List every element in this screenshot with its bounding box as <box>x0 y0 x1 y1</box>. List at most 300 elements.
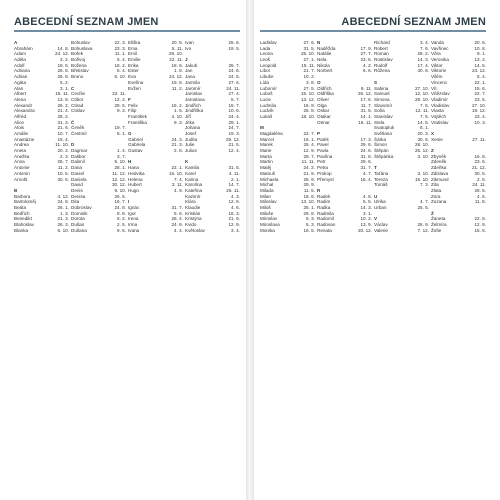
name-day-date: 7. 5. <box>420 113 429 119</box>
name-day-date: 2. 1. <box>231 176 240 182</box>
name-text: Kristián <box>185 210 201 216</box>
name-text: Adéla <box>14 57 26 63</box>
name-text: Jakub <box>185 62 198 68</box>
name-day-date: 9. 3. <box>174 119 183 125</box>
left-page <box>0 0 246 500</box>
name-day-date: 14. 3. <box>417 57 429 63</box>
name-day-date: 13. 2. <box>474 57 486 63</box>
name-day-date: 27. 10. <box>471 102 486 108</box>
name-text: Martin <box>260 159 273 165</box>
name-day-date: 23. 3. <box>114 45 126 51</box>
name-day-date: 28. 6. <box>114 102 126 108</box>
name-day-date: 16. 5. <box>303 227 315 233</box>
name-day-date: 16. 8. <box>474 153 486 159</box>
name-column <box>128 40 183 233</box>
name-day-date: 16. 10. <box>168 170 183 176</box>
name-day-date: 11. 7. <box>360 102 372 108</box>
name-day-date: 13. 8. <box>57 96 69 102</box>
name-day-date: 24. 8. <box>114 204 126 210</box>
name-text: Dorota <box>71 216 85 222</box>
right-name-columns <box>260 40 486 233</box>
name-day-date: 11. 2. <box>57 165 69 171</box>
name-day-date: 12. 4. <box>228 148 240 154</box>
name-day-date: 4. 6. <box>231 204 240 210</box>
name-text: Anna <box>14 159 25 165</box>
name-day-date: 3. 7. <box>117 153 126 159</box>
name-day-date: 14. 8. <box>57 45 69 51</box>
name-day-date: 19. 12. <box>471 108 486 114</box>
name-text: Daniel <box>71 170 85 176</box>
name-text: Čestmír <box>71 131 88 136</box>
name-text: Nikola <box>317 62 330 68</box>
name-day-date: 19. 7. <box>114 125 126 131</box>
name-day-date: 1. 8. <box>174 68 183 74</box>
name-day-date: 30. 6. <box>417 136 429 142</box>
name-day-date: 4. 4. <box>174 227 183 233</box>
name-text: Jindřiška <box>185 108 204 114</box>
name-text: Radka <box>317 204 331 210</box>
name-day-date: 17. 3. <box>360 136 372 142</box>
name-day-date: 11. 1. <box>114 51 126 57</box>
name-text: Otmar <box>317 119 330 125</box>
name-text: Radomil <box>317 216 334 222</box>
name-day-date: 4. 10. <box>171 113 183 119</box>
name-day-date: 26. 5. <box>114 193 126 199</box>
name-text: František <box>128 113 147 119</box>
name-entry <box>71 108 126 114</box>
letter-heading-label: M <box>260 125 264 131</box>
name-day-date: 11. 11. <box>301 159 315 165</box>
name-text: Eva <box>128 74 136 80</box>
name-text: Ignác <box>128 204 140 210</box>
name-text: Adam <box>14 51 27 57</box>
name-day-date: 12. 10. <box>414 91 429 97</box>
name-text: Jindřich <box>185 102 201 108</box>
name-text: Jana <box>185 74 195 80</box>
name-text: Alice <box>14 119 24 125</box>
name-text: Vít <box>431 85 437 91</box>
name-day-date: 4. 7. <box>420 199 429 205</box>
name-day-date: 5. 4. <box>477 74 486 80</box>
name-day-date: 22. 3. <box>114 40 126 45</box>
name-day-date: 10. 2. <box>303 74 315 80</box>
name-day-date: 25. 6. <box>228 40 240 45</box>
name-text: Taťána <box>374 170 389 176</box>
name-day-date: 16. 9. <box>303 102 315 108</box>
name-text: Jaroslava <box>185 96 205 102</box>
name-text: Prokop <box>317 170 332 176</box>
name-column <box>431 40 486 233</box>
name-day-date: 30. 8. <box>417 68 429 74</box>
name-day-date: 14. 7. <box>228 182 240 188</box>
name-text: Gabriela <box>128 142 146 148</box>
name-entry <box>431 199 486 205</box>
name-text: Richard <box>374 40 390 45</box>
name-text: Dagmar <box>71 148 88 154</box>
name-text: Vojtěch <box>431 113 447 119</box>
name-text: Klára <box>185 199 196 205</box>
name-text: Břetislav <box>71 68 89 74</box>
name-day-date: 28. 10. <box>414 96 429 102</box>
name-text: Gabriel <box>128 136 143 142</box>
name-text: Norbert <box>317 68 333 74</box>
name-day-date: 16. 1. <box>303 136 315 142</box>
name-text: Vlasta <box>431 108 444 114</box>
name-text: Leona <box>260 51 273 57</box>
name-text: Zikmund <box>431 176 449 182</box>
name-day-date: 25. 10. <box>300 51 315 57</box>
name-text: Leopold <box>260 62 277 68</box>
name-text: Bohuslav <box>71 40 90 45</box>
name-day-date: 24. 11. <box>472 182 486 188</box>
name-text: Helena <box>128 176 143 182</box>
name-day-date: 6. 3. <box>306 216 315 222</box>
name-text: Vavřinec <box>431 45 449 51</box>
name-day-date: 21. 6. <box>57 125 69 131</box>
name-day-date: 6. 1. <box>420 125 429 131</box>
name-day-date: 7. 4. <box>174 176 183 182</box>
name-text: Kristýna <box>185 216 202 222</box>
name-day-date: 9. 1. <box>477 51 486 57</box>
name-day-date: 25. 7. <box>228 62 240 68</box>
name-text: Simona <box>374 96 390 102</box>
name-entry <box>317 177 372 183</box>
name-day-date: 11. 10. <box>55 142 69 148</box>
name-text: Vladimír <box>431 96 448 102</box>
name-day-date: 4. 11. <box>228 170 240 176</box>
name-day-date: 16. 3. <box>228 210 240 216</box>
name-text: Rostislav <box>374 57 393 63</box>
name-day-date: 11. 8. <box>474 199 486 205</box>
name-day-date: 31. 5. <box>360 108 372 114</box>
name-text: Václav <box>374 222 388 227</box>
name-day-date: 30. 12. <box>111 182 126 188</box>
name-day-date: 14. 1. <box>360 113 372 119</box>
name-text: Michal <box>260 182 274 188</box>
left-page-title-rule <box>14 30 240 32</box>
left-page-title: ABECEDNÍ SEZNAM JMEN <box>14 16 159 28</box>
name-text: Anastázie <box>14 136 35 142</box>
name-day-date: 7. 12. <box>417 227 429 233</box>
name-day-date: 17. 9. <box>360 45 372 51</box>
name-column <box>14 40 69 233</box>
name-entry <box>431 137 486 143</box>
name-day-date: 30. 6. <box>57 176 69 182</box>
name-entry <box>260 228 315 234</box>
book-gutter <box>246 0 254 500</box>
name-text: Vilém <box>431 74 443 80</box>
name-text: Alexandr <box>14 102 33 108</box>
name-entry <box>374 68 429 74</box>
name-text: Zdeněk <box>431 159 447 165</box>
name-text: Světlana <box>374 131 392 136</box>
name-day-date: 4. 2. <box>363 62 372 68</box>
name-day-date: 24. 2. <box>303 165 315 171</box>
name-day-date: 4. 6. <box>363 193 372 199</box>
name-entry <box>317 228 372 234</box>
name-day-date: 25. 5. <box>417 204 429 210</box>
name-day-date: 21. 4. <box>57 108 69 114</box>
name-text: Miloš <box>260 204 271 210</box>
name-entry <box>431 228 486 234</box>
name-day-date: 24. 3. <box>171 136 183 142</box>
name-day-date: 1. 3. <box>60 210 69 216</box>
name-day-date: 10. 6. <box>228 108 240 114</box>
name-text: Aneta <box>14 148 27 154</box>
name-text: Marie <box>260 148 272 154</box>
name-text: Valerie <box>374 227 388 233</box>
name-text: Karina <box>185 176 199 182</box>
letter-heading-label: G <box>128 131 132 136</box>
name-text: Slavomír <box>374 102 393 108</box>
name-entry <box>71 74 126 80</box>
name-text: Ivan <box>185 40 194 45</box>
name-text: David <box>71 182 83 188</box>
name-day-date: 24. 6. <box>228 68 240 74</box>
name-entry <box>128 148 183 154</box>
name-day-date: 11. 12. <box>112 170 126 176</box>
name-day-date: 10. 2. <box>360 216 372 222</box>
name-day-date: 9. 5. <box>117 227 126 233</box>
name-text: Šimon <box>374 142 388 148</box>
name-text: Felix <box>128 102 138 108</box>
name-text: Denisa <box>71 193 86 199</box>
name-text: Cecílie <box>71 91 86 97</box>
name-text: Roman <box>374 51 389 57</box>
name-day-date: 1. 5. <box>174 108 183 114</box>
name-day-date: 21. 9. <box>228 216 240 222</box>
name-day-date: 6. 10. <box>114 74 126 80</box>
name-text: Luboš <box>260 91 273 97</box>
name-day-date: 13. 10. <box>300 199 315 205</box>
name-text: Miroslava <box>260 222 280 227</box>
name-day-date: 15. 11. <box>301 62 315 68</box>
name-day-date: 1. 4. <box>117 148 126 154</box>
left-page-header <box>14 12 159 32</box>
name-text: Julie <box>185 142 195 148</box>
name-entry <box>71 228 126 234</box>
name-text: Oldřich <box>317 85 332 91</box>
name-text: Amálie <box>14 131 29 136</box>
letter-heading-label: H <box>128 159 132 165</box>
name-text: Erika <box>128 62 139 68</box>
name-text: Žaneta <box>431 216 446 222</box>
name-day-date: 14. 5. <box>417 119 429 125</box>
name-day-date: 6. 6. <box>363 68 372 74</box>
name-text: Hubert <box>128 182 142 188</box>
name-text: Otakar <box>317 113 331 119</box>
name-day-date: 3. 10. <box>417 170 429 176</box>
name-day-date: 18. 10. <box>300 113 315 119</box>
name-day-date: 27. 4. <box>228 91 240 97</box>
name-text: Albert <box>14 91 27 97</box>
name-day-date: 29. 9. <box>303 182 315 188</box>
name-entry <box>317 68 372 74</box>
name-day-date: 8. 8. <box>117 210 126 216</box>
name-day-date: 28. 4. <box>171 216 183 222</box>
name-day-date: 23. 5. <box>474 96 486 102</box>
name-day-date: 29. 7. <box>303 153 315 159</box>
name-text: Evelína <box>128 79 144 85</box>
name-text: Lucie <box>260 96 271 102</box>
name-day-date: 4. 9. <box>174 187 183 193</box>
name-day-date: 12. 12. <box>111 176 126 182</box>
name-text: Věra <box>431 51 441 57</box>
name-day-date: 27. 11. <box>472 136 486 142</box>
name-text: Miroslav <box>260 216 278 222</box>
name-day-date: 22. 8. <box>474 216 486 222</box>
name-entry <box>374 228 429 234</box>
name-day-date: 5. 6. <box>174 210 183 216</box>
name-text: Radmila <box>317 210 334 216</box>
name-text: Lída <box>260 79 269 85</box>
letter-heading-label: B <box>14 187 18 193</box>
name-text: Libuše <box>260 74 274 80</box>
name-text: Oldřiška <box>317 91 334 97</box>
name-entry <box>260 114 315 120</box>
name-text: Marcel <box>260 136 274 142</box>
name-text: Zora <box>431 193 441 199</box>
name-entry <box>431 120 486 126</box>
name-text: Vincenc <box>431 79 448 85</box>
name-text: Monika <box>260 227 275 233</box>
name-text: Leoš <box>260 57 270 63</box>
name-text: Antonín <box>14 170 30 176</box>
name-text: Emilie <box>128 57 141 63</box>
letter-heading-label: R <box>317 187 321 193</box>
name-text: Ivana <box>128 227 140 233</box>
letter-heading-label: S <box>374 79 378 85</box>
letter-heading-label: P <box>317 131 321 136</box>
name-text: Lada <box>260 45 271 51</box>
name-text: Božena <box>71 62 87 68</box>
name-day-date: 19. 8. <box>171 79 183 85</box>
name-text: Matěj <box>260 165 272 171</box>
name-text: Samuel <box>374 91 390 97</box>
name-text: Veronika <box>431 57 449 63</box>
name-day-date: 5. 10. <box>114 159 126 165</box>
name-day-date: 24. 12. <box>54 51 69 57</box>
name-day-date: 15. 11. <box>55 91 69 97</box>
letter-heading-label: U <box>374 193 378 199</box>
name-day-date: 15. 10. <box>300 91 315 97</box>
name-text: Eliška <box>128 40 141 45</box>
name-text: Emil <box>128 51 137 57</box>
name-text: Vanda <box>431 40 444 45</box>
name-column <box>260 40 315 233</box>
name-day-date: 31. 7. <box>360 165 372 171</box>
name-text: Alan <box>14 85 24 91</box>
name-day-date: 5. 1. <box>117 131 126 136</box>
name-day-date: 28. 9. <box>303 176 315 182</box>
name-text: Hugo <box>128 187 139 193</box>
name-text: Jaromír <box>185 85 201 91</box>
name-day-date: 26. 12. <box>357 91 372 97</box>
name-day-date: 24. 6. <box>360 148 372 154</box>
name-text: Michaela <box>260 176 279 182</box>
name-day-date: 12. 2. <box>114 96 126 102</box>
name-text: Kazimír <box>185 193 201 199</box>
letter-heading-label: D <box>71 142 75 148</box>
name-day-date: 10. 7. <box>57 131 69 136</box>
name-text: Zdislava <box>431 170 449 176</box>
letter-heading-label: J <box>185 57 188 63</box>
name-day-date: 7. 3. <box>420 182 429 188</box>
name-text: Stela <box>374 119 385 125</box>
name-day-date: 23. 12. <box>471 68 486 74</box>
name-day-date: 5. 11. <box>171 45 183 51</box>
name-day-date: 15. 6. <box>474 85 486 91</box>
name-text: Jan <box>185 68 193 74</box>
name-text: Hedvika <box>128 170 145 176</box>
name-day-date: 14. 3. <box>360 204 372 210</box>
name-text: Arnošt <box>14 176 28 182</box>
name-text: Šárka <box>374 136 387 142</box>
name-day-date: 24. 9. <box>171 222 183 227</box>
name-text: Miluše <box>260 210 274 216</box>
name-text: Bartoloměj <box>14 199 36 205</box>
name-day-date: 15. 2. <box>171 102 183 108</box>
letter-heading-label: I <box>128 199 130 205</box>
name-text: Stanislav <box>374 113 393 119</box>
name-day-date: 23. 6. <box>360 57 372 63</box>
name-day-date: 7. 5. <box>420 102 429 108</box>
name-text: Dobroslav <box>71 204 92 210</box>
name-day-date: 23. 4. <box>474 113 486 119</box>
name-text: Alexandra <box>14 108 35 114</box>
name-day-date: 13. 12. <box>300 96 315 102</box>
name-day-date: 12. 9. <box>303 148 315 154</box>
name-text: Igor <box>128 210 136 216</box>
name-text: Filip <box>128 108 137 114</box>
name-day-date: 20. 3. <box>417 131 429 136</box>
name-day-date: 24. 5. <box>228 74 240 80</box>
name-text: Dušana <box>71 227 87 233</box>
name-text: Dalibor <box>71 153 86 159</box>
name-day-date: 31. 5. <box>303 45 315 51</box>
name-day-date: 17. 4. <box>417 62 429 68</box>
name-day-date: 17. 6. <box>360 96 372 102</box>
name-text: Kateřina <box>185 187 203 193</box>
name-text: Ludvík <box>260 108 274 114</box>
name-text: Agáta <box>14 79 27 85</box>
name-text: Blanka <box>14 227 29 233</box>
name-text: Urban <box>374 204 387 210</box>
name-entry <box>128 86 183 92</box>
name-text: Zbyněk <box>431 153 447 159</box>
name-text: Dalimil <box>71 159 85 165</box>
name-day-date: 3. 4. <box>420 40 429 45</box>
name-text: Viktor <box>431 62 443 68</box>
name-text: Natálie <box>317 51 332 57</box>
name-text: Matouš <box>260 170 276 176</box>
name-text: Evžen <box>128 85 141 91</box>
name-day-date: 5. 2. <box>60 79 69 85</box>
name-text: Svatopluk <box>374 125 395 131</box>
name-text: Jarmila <box>185 79 200 85</box>
name-text: Oliver <box>317 96 329 102</box>
name-text: Irena <box>128 216 139 222</box>
name-text: Ester <box>128 68 139 74</box>
name-text: Beáta <box>14 204 27 210</box>
name-text: Zlata <box>431 187 442 193</box>
name-day-date: 3. 1. <box>60 85 69 91</box>
name-day-date: 15. 7. <box>228 102 240 108</box>
name-text: Dana <box>71 165 82 171</box>
name-day-date: 4. 3. <box>231 193 240 199</box>
name-day-date: 16. 11. <box>358 119 372 125</box>
name-text: Dušan <box>71 222 85 227</box>
